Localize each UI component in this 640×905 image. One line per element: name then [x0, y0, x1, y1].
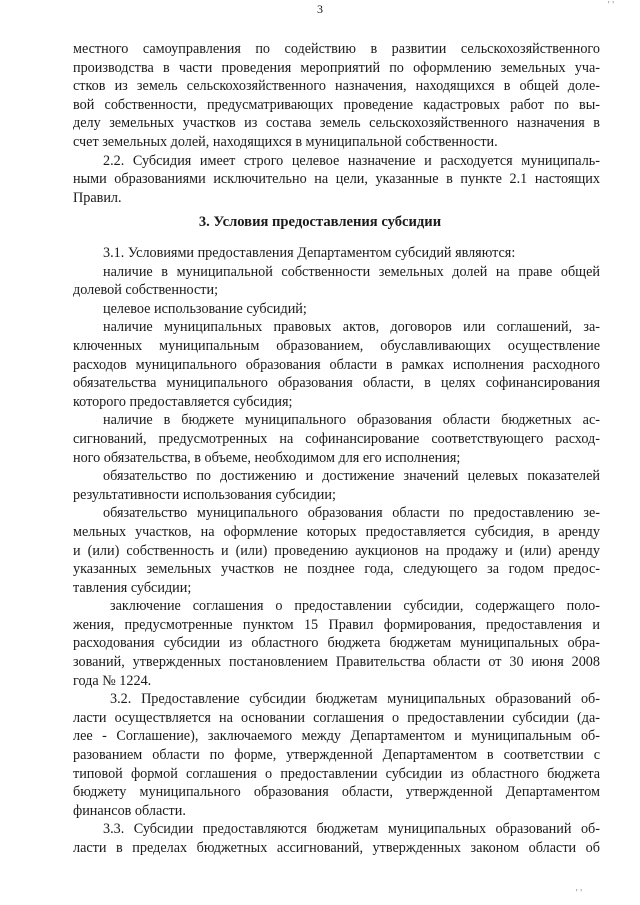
text-line: указанных земельных участков не позднее года, следующего за годом предос-	[73, 561, 600, 578]
text-line: 2.2. Субсидия имеет строго целевое назначение и расходуется муниципаль-	[103, 152, 600, 169]
text-line: расходования субсидии из областного бюджета бюджетам муниципальных обра-	[73, 635, 600, 652]
text-line: бюджету муниципального образования области, утвержденной Департаментом	[73, 784, 600, 801]
text-line: местного самоуправления по содействию в развитии сельскохозяйственного	[73, 41, 600, 57]
text-line: зований, утвержденных постановлением Правительства области от 30 июня 2008	[73, 654, 600, 671]
text-block-top	[73, 40, 600, 207]
text-line: мельных участков, на оформление которых предоставляется субсидия, в аренду	[73, 523, 600, 540]
text-line: долевой собственности;	[73, 282, 219, 299]
section-heading: 3. Условия предоставления субсидии	[198, 214, 442, 230]
page-number: 3	[317, 2, 323, 16]
text-line: наличие муниципальных правовых актов, договоров или соглашений, за-	[103, 319, 600, 336]
text-line: Правил.	[73, 189, 122, 206]
text-line: лее - Соглашение), заключаемого между Департаментом и муниципальным об-	[73, 728, 600, 745]
text-line: финансов области.	[73, 802, 186, 819]
text-line: вой собственности, предусматривающих проведение кадастровых работ по вы-	[73, 96, 600, 113]
text-line: сигнований, предусмотренных на софинансирование соответствующего расход-	[73, 430, 600, 447]
text-line: ключенных муниципальным образованием, обуславливающих осуществление	[73, 337, 600, 354]
text-line: расходов муниципального образования области в рамках исполнения расходного	[73, 356, 600, 373]
text-line: наличие в муниципальной собственности земельных долей на праве общей	[103, 263, 600, 280]
text-line: стков из земель сельскохозяйственного назначения, находящихся в общей доле-	[73, 78, 600, 95]
text-line: типовой формой соглашения о предоставлении субсидии из областного бюджета	[73, 765, 600, 782]
text-line: 3.2. Предоставление субсидии бюджетам муниципальных образований об-	[110, 691, 600, 708]
text-line: жения, предусмотренные пунктом 15 Правил формирования, предоставления и	[73, 616, 600, 633]
text-line: счет земельных долей, находящихся в муниципальной собственности.	[73, 133, 498, 150]
text-line: ного обязательства, в объеме, необходимом для его исполнения;	[73, 449, 461, 466]
text-line: ными образованиями исключительно на цели, указанные в пункте 2.1 настоящих	[73, 171, 600, 188]
text-line: 3.1. Условиями предоставления Департаментом субсидий являются:	[103, 245, 516, 261]
text-line: которого предоставляется субсидия;	[73, 393, 293, 410]
scan-mark-bottom: ' '	[575, 888, 582, 899]
text-line: разованием области по форме, утвержденной Департаментом в соответствии с	[73, 747, 600, 764]
text-line: тавления субсидии;	[73, 579, 192, 596]
text-line: целевое использование субсидий;	[103, 300, 307, 317]
text-line: 3.3. Субсидии предоставляются бюджетам муниципальных образований об-	[103, 821, 600, 838]
text-line: производства в части проведения мероприятий по оформлению земельных уча-	[73, 59, 600, 76]
text-line: наличие в бюджете муниципального образования области бюджетных ас-	[103, 412, 600, 429]
text-line: ласти осуществляется на основании соглашения о предоставлении субсидии (да-	[73, 709, 600, 726]
text-line: делу земельных участков из состава земель сельскохозяйственного назначения в	[73, 115, 600, 132]
text-line: и (или) собственность и (или) проведению аукционов на продажу и (или) аренду	[73, 542, 600, 559]
text-block-main	[73, 244, 600, 858]
text-line: обязательство по достижению и достижение значений целевых показателей	[103, 468, 600, 485]
text-line: результативности использования субсидии;	[73, 486, 336, 503]
text-line: обязательство муниципального образования области по предоставлению зе-	[103, 505, 600, 522]
text-line: года № 1224.	[73, 672, 152, 689]
text-line: заключение соглашения о предоставлении субсидии, содержащего поло-	[110, 598, 600, 615]
scan-mark-top: ' '	[607, 0, 614, 11]
text-line: ласти в пределах бюджетных ассигнований, утвержденных законом области об	[73, 840, 600, 856]
text-line: обязательства муниципального образования области, в целях софинансирования	[73, 375, 600, 392]
